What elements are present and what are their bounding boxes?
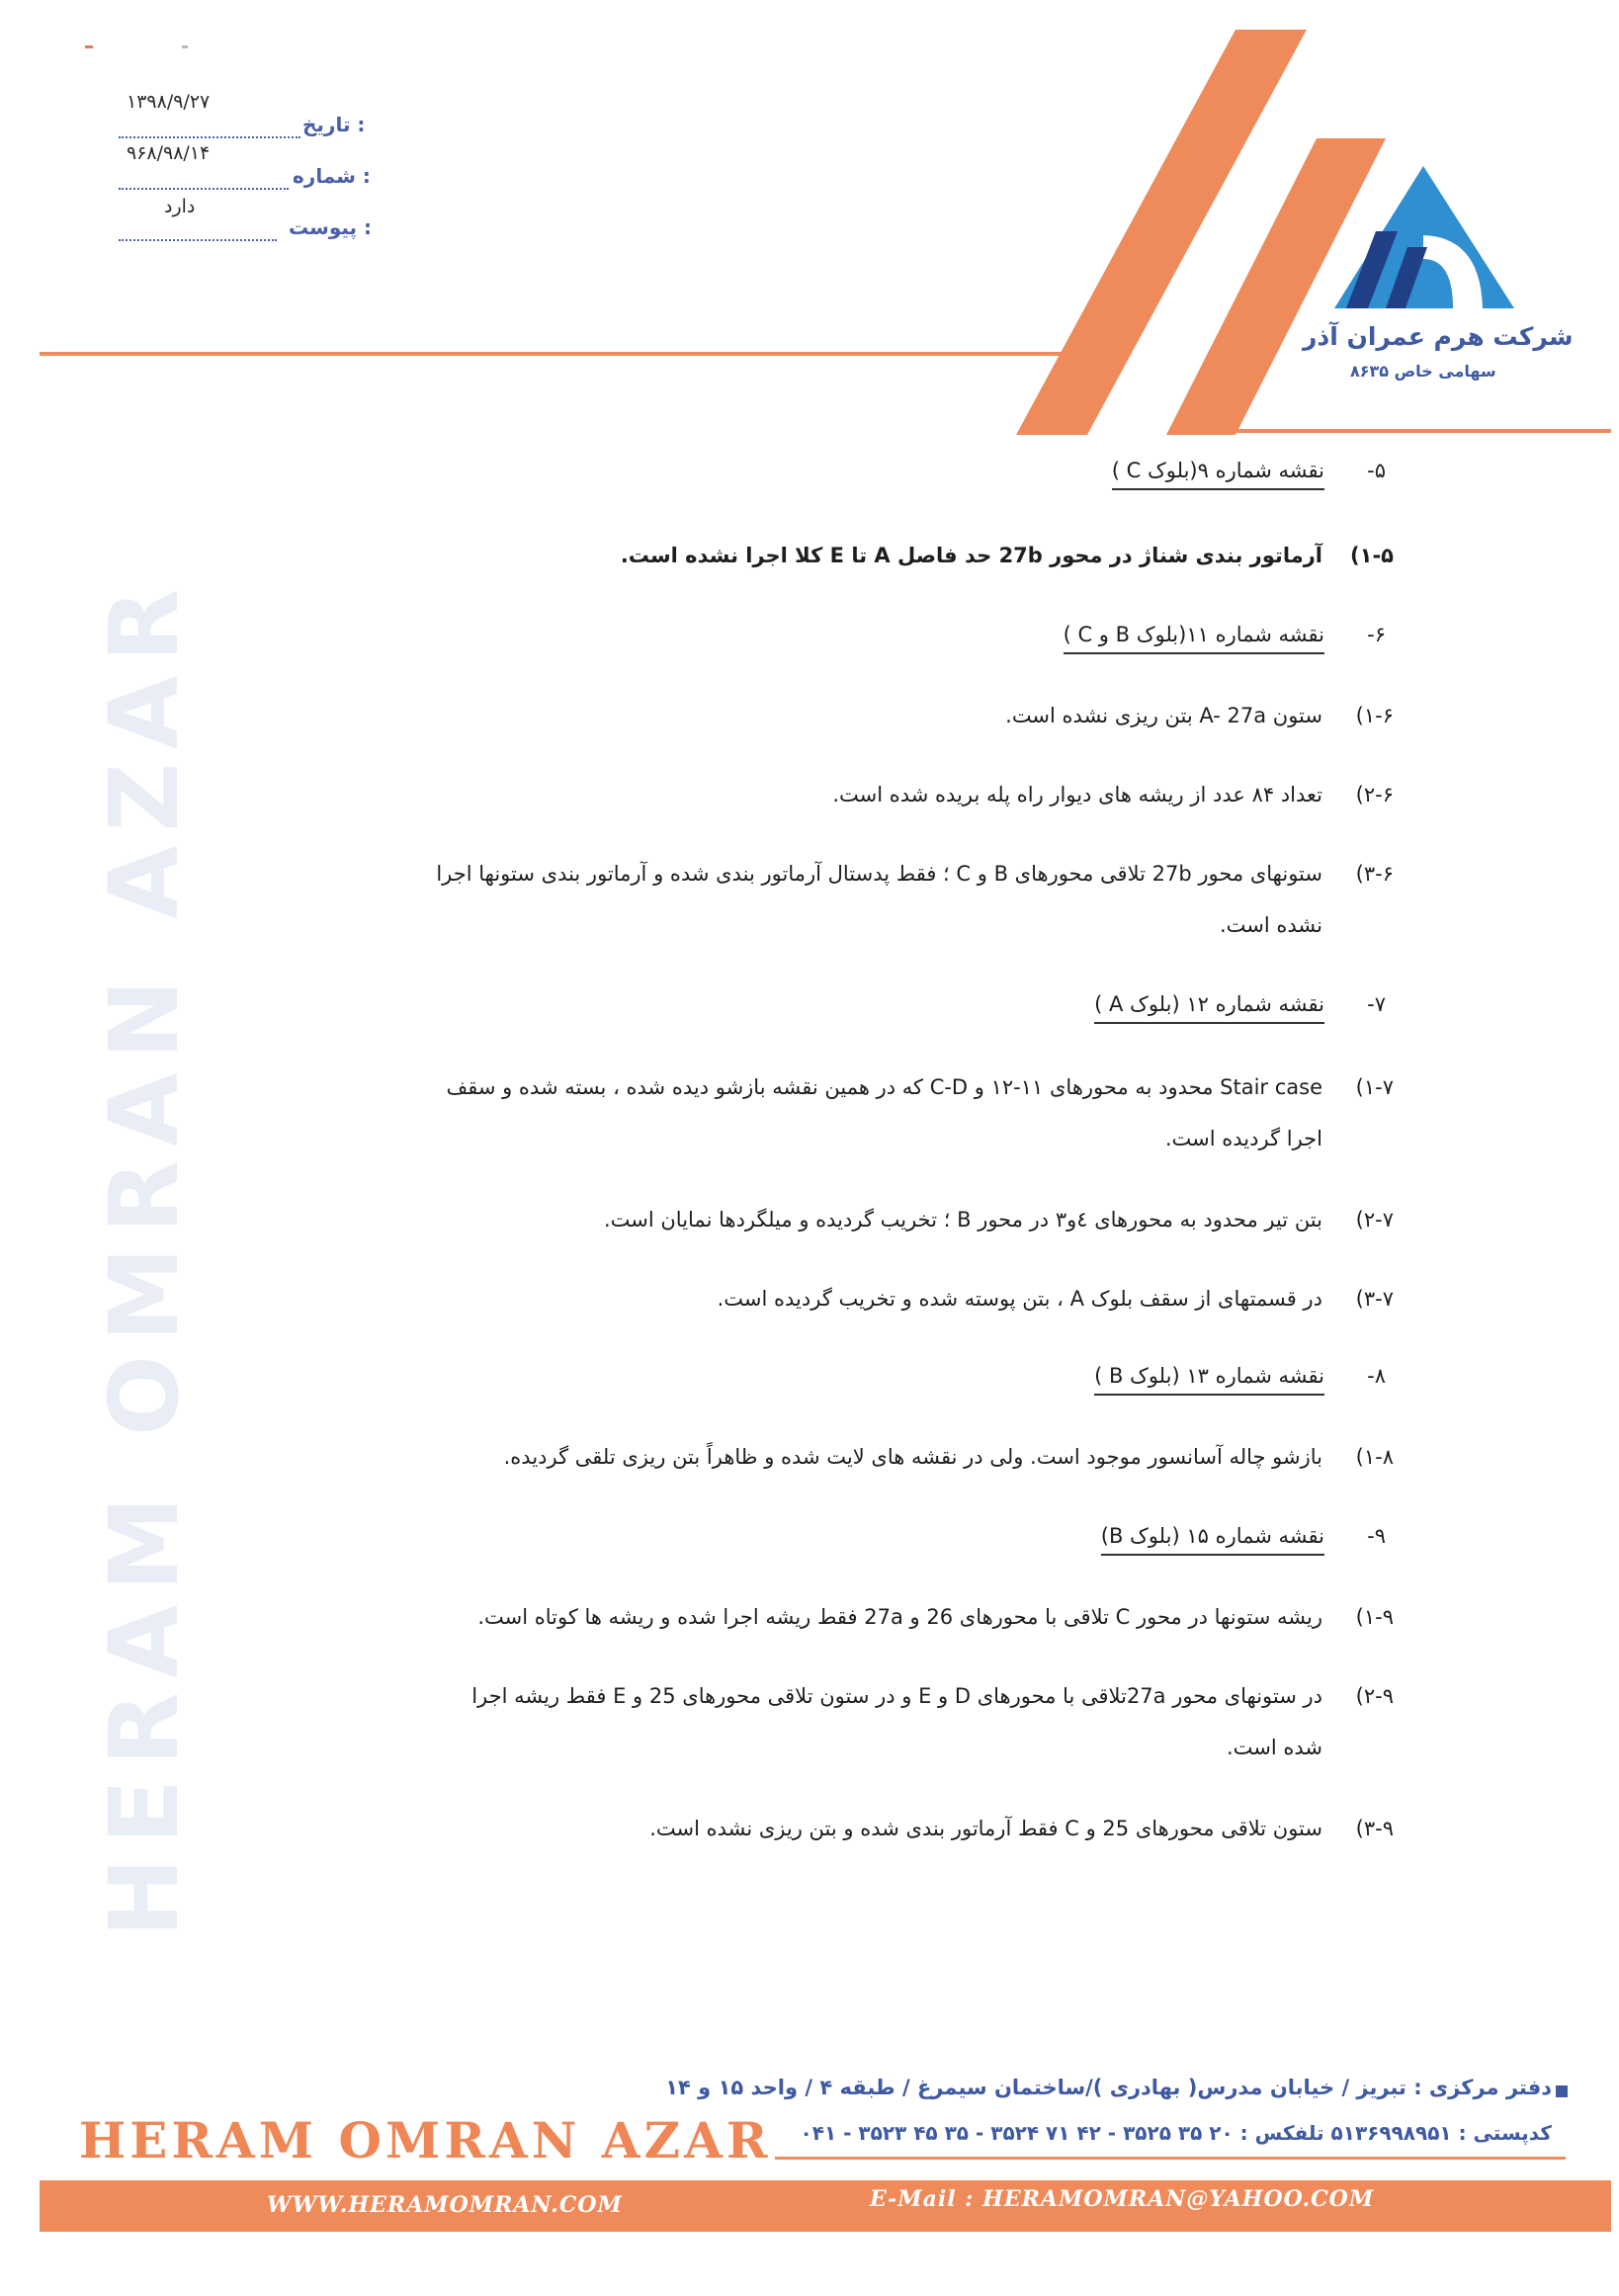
list-item: ۱-۶)ستون A- 27a بتن ریزی نشده است. — [1005, 704, 1394, 727]
header-rule — [40, 352, 1077, 356]
footer-bullet-icon — [1556, 2085, 1568, 2097]
list-item-continuation: اجرا گردیده است. — [1164, 1127, 1322, 1150]
list-item: ۲-۶)تعداد ۸۴ عدد از ریشه های دیوار راه پله بریده شده است. — [832, 783, 1394, 807]
list-item: ۲-۷)بتن تیر محدود به محورهای ٤و۳ در محور B ؛ تخریب گردیده و میلگردها نمایان است. — [603, 1208, 1394, 1232]
company-name: شرکت هرم عمران آذر — [1303, 322, 1574, 351]
list-item: ۳-۶)ستونهای محور 27b تلاقی محورهای B و C ؛ فقط پدستال آرماتور بندی شده و آرماتور بندی ستونها اجرا — [436, 862, 1394, 886]
number-label: شماره : — [293, 164, 371, 188]
company-watermark: HERAM OMRAN AZAR — [89, 574, 200, 1937]
corner-mark — [182, 45, 188, 48]
list-item: ۳-۷)در قسمتهای از سقف بلوک A ، بتن پوسته شده و تخریب گردیده است. — [717, 1287, 1394, 1311]
attachment-dots — [119, 239, 277, 241]
section-heading: ۷-نقشه شماره ۱۲ (بلوک A ) — [0, 992, 1619, 1016]
footer-website[interactable]: WWW.HERAMOMRAN.COM — [267, 2192, 623, 2218]
header-graphic — [0, 0, 1619, 455]
attachment-label: پیوست : — [289, 215, 373, 239]
section-heading: ۹-نقشه شماره ۱۵ (بلوک B) — [0, 1524, 1619, 1548]
list-item: ۱-۸)بازشو چاله آسانسور موجود است. ولی در نقشه های لایت شده و ظاهراً بتن ریزی تلقی گردیده. — [503, 1445, 1394, 1469]
footer-brand: HERAM OMRAN AZAR — [79, 2111, 772, 2169]
footer-address: دفتر مرکزی : تبریز / خیابان مدرس( بهادری )/ساختمان سیمرغ / طبقه ۴ / واحد ۱۵ و ۱۴ — [665, 2076, 1552, 2099]
section-heading: ۶-نقشه شماره ۱۱(بلوک B و C ) — [0, 623, 1619, 646]
header-rule-right — [1236, 429, 1611, 433]
date-dots — [119, 136, 300, 138]
company-registration: سهامی خاص ۸۶۳۵ — [1350, 362, 1496, 381]
attachment-value: دارد — [164, 196, 196, 217]
list-item-continuation: نشده است. — [1219, 913, 1322, 937]
footer-email[interactable]: E-Mail : HERAMOMRAN@YAHOO.COM — [870, 2186, 1375, 2212]
list-item: ۳-۹)ستون تلاقی محورهای 25 و C فقط آرماتور بندی شده و بتن ریزی نشده است. — [649, 1817, 1394, 1840]
section-heading: ۸-نقشه شماره ۱۳ (بلوک B ) — [0, 1364, 1619, 1388]
number-value: ۹۶۸/۹۸/۱۴ — [127, 142, 211, 164]
date-value: ۱۳۹۸/۹/۲۷ — [127, 91, 211, 113]
list-item-continuation: شده است. — [1226, 1736, 1322, 1759]
footer-phones: کدپستی : ۵۱۳۶۹۹۸۹۵۱ تلفکس : ۲۰ ۳۵ ۳۵۲۵ - ۴۲ ۷۱ ۳۵۲۴ - ۳۵ ۴۵ ۳۵۲۳ - ۰۴۱ — [800, 2121, 1552, 2145]
list-item: ۱-۹)ریشه ستونها در محور C تلاقی با محورهای 26 و 27a فقط ریشه اجرا شده و ریشه ها کوتاه است. — [477, 1605, 1394, 1629]
footer-phones-underline — [775, 2157, 1566, 2160]
number-dots — [119, 188, 289, 190]
company-logo-icon — [1334, 166, 1514, 308]
list-item: ۱-۷)Stair case محدود به محورهای ۱۱-۱۲ و C-D که در همین نقشه بازشو دیده شده ، بسته شده و سقف — [446, 1075, 1394, 1099]
date-label: تاریخ : — [302, 113, 366, 136]
section-heading: ۵-نقشه شماره ۹(بلوک C ) — [0, 459, 1619, 482]
corner-mark — [85, 45, 93, 48]
list-item: ۱-۵)آرماتور بندی شناژ در محور 27b حد فاصل A تا E کلا اجرا نشده است. — [620, 544, 1394, 567]
list-item: ۲-۹)در ستونهای محور 27aتلاقی با محورهای D و E و در ستون تلاقی محورهای 25 و E فقط ریشه اجرا — [471, 1684, 1394, 1708]
